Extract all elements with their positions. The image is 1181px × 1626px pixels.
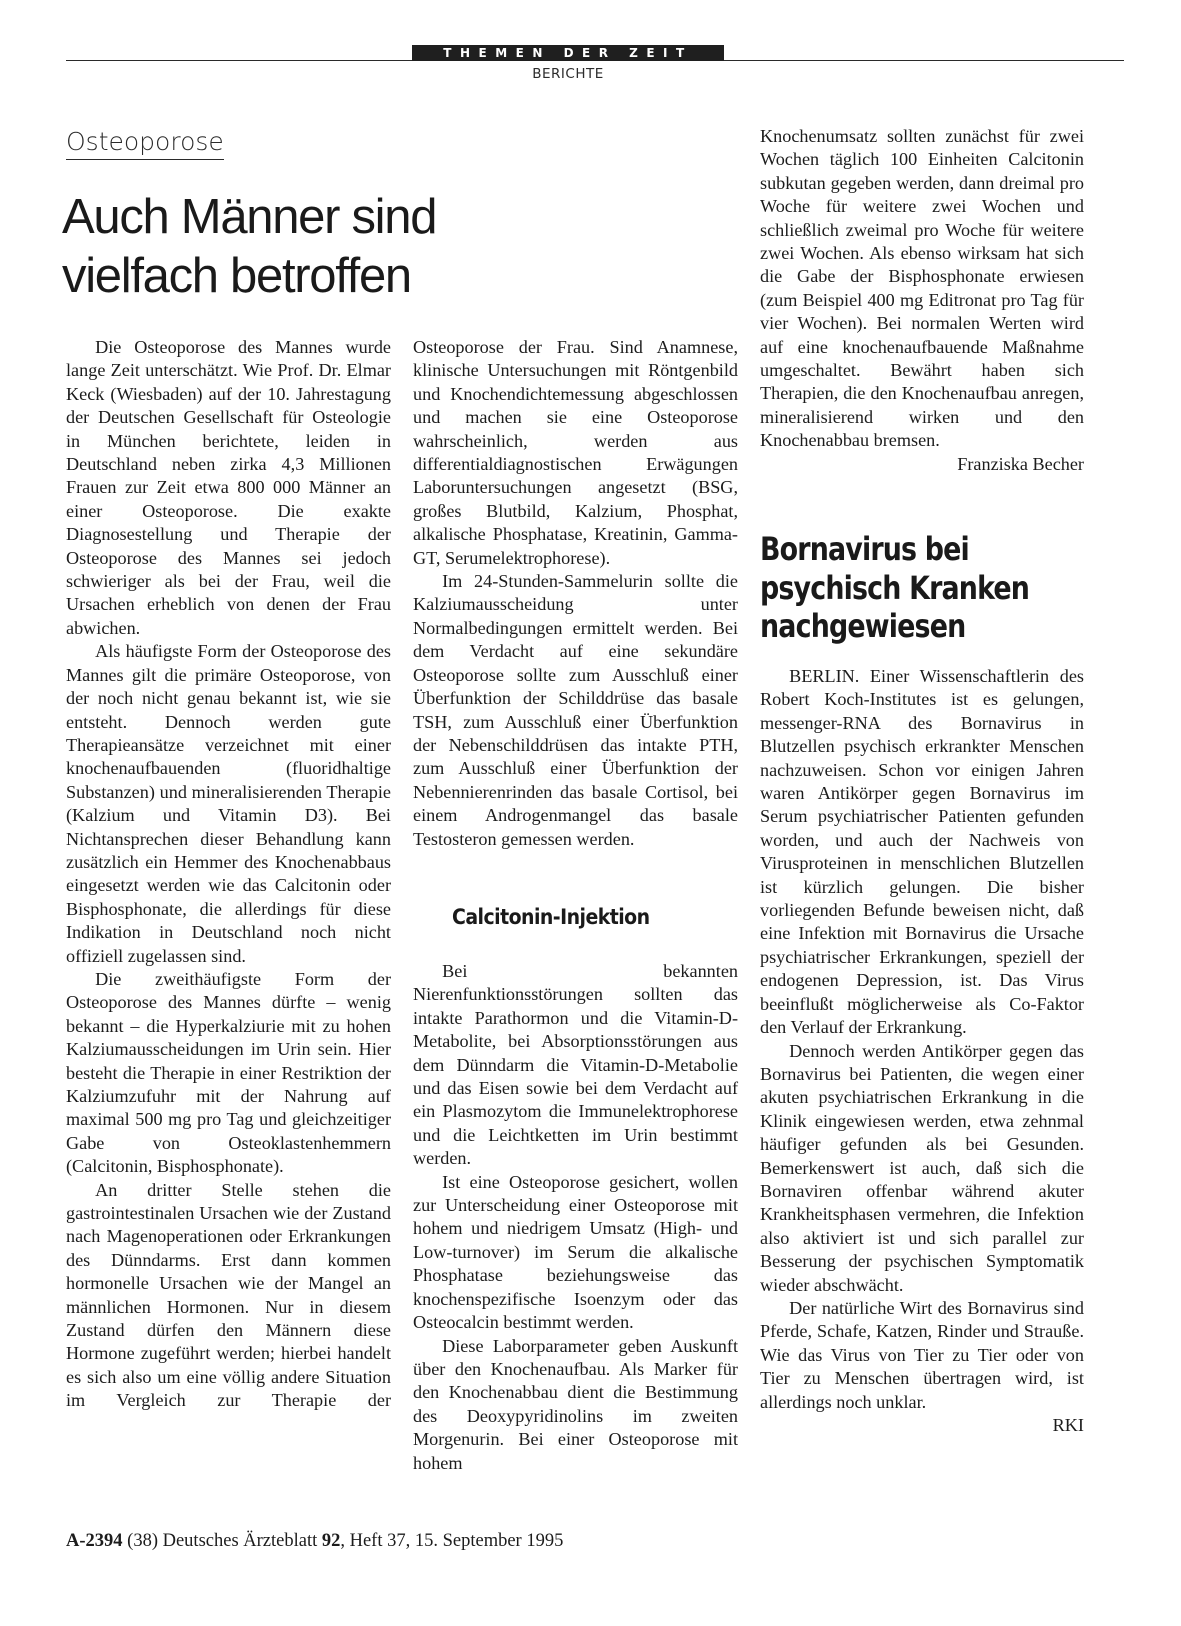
paragraph: Die Osteoporose des Mannes wurde lange Zeit unterschätzt. Wie Prof. Dr. Elmar Keck (Wiesbaden) auf der 10. Jahrestagung der Deutschen Gesellschaft für Osteologie in München berichtete, leiden in Deutschland neben zirka 4,3 Millionen Frauen zur Zeit etwa 800 000 Männer an einer Osteoporose. Die exakte Diagnosestellung und Therapie der Osteoporose des Mannes sei jedoch schwieriger als bei der Frau, weil die Ursachen erheblich von denen der Frau abwichen. xyxy=(66,337,391,638)
paragraph: Die zweithäufigste Form der Osteoporose des Mannes dürfte – wenig bekannt – die Hyperkalziurie mit zu hohen Kalziumausscheidungen im Urin sein. Hier besteht die Therapie in einer Restriktion der Kalziumzufuhr mit der Nahrung auf maximal 500 mg pro Tag und gleichzeitiger Gabe von Osteoklastenhemmern (Calcitonin, Bisphosphonate). xyxy=(66,968,391,1177)
author-name: RKI xyxy=(1052,1415,1084,1435)
article-column-3 xyxy=(760,125,1084,476)
paragraph: Als häufigste Form der Osteoporose des Mannes gilt die primäre Osteoporose, von der noch nicht genau bekannt ist, wie sie entsteht. Dennoch werden gute Therapieansätze verzeichnet mit einer knochenaufbauenden (fluoridhaltige Substanzen) und mineralisierenden Therapie (Kalzium und Vitamin D3). Bei Nichtansprechen dieser Behandlung kann zusätzlich ein Hemmer des Knochenabbaus eingesetzt werden wie das Calcitonin oder Bisphosphonate, die allerdings für diese Indikation in Deutschland noch nicht offiziell zugelassen sind. xyxy=(66,641,391,966)
article-column-1 xyxy=(66,336,391,1413)
author-line xyxy=(760,1414,1084,1437)
journal-name: Deutsches Ärzteblatt xyxy=(162,1531,318,1551)
article-column-2 xyxy=(413,336,738,851)
paragraph: Diese Laborparameter geben Auskunft über den Knochenaufbau. Als Marker für den Knochenabbau dient die Bestimmung des Deoxypyridinolins im zweiten Morgenurin. Bei einer Osteoporose mit hohem xyxy=(413,1335,738,1473)
paragraph: An dritter Stelle stehen die gastrointestinalen Ursachen wie der Zustand nach Magenoperationen oder Erkrankungen des Dünndarms. Erst dann kommen hormonelle Ursachen wie der Mangel an männlichen Hormonen. Nur in diesem Zustand dürfen den Männern diese Hormone zugeführt werden; hierbei handelt es sich also um eine völlig andere Situation im Vergleich zur Therapie der xyxy=(66,1179,391,1411)
article-headline: Auch Männer sind vielfach betroffen xyxy=(62,190,437,303)
journal-issue: Heft 37, 15. September 1995 xyxy=(349,1531,564,1551)
article-kicker: Osteoporose xyxy=(66,128,224,160)
page-footer: A-2394 (38) Deutsches Ärzteblatt 92, Heft 37, 15. September 1995 xyxy=(66,1531,564,1551)
paragraph: Knochenumsatz sollten zunächst für zwei Wochen täglich 100 Einheiten Calcitonin subkutan gegeben werden, dann dreimal pro Woche für weitere zwei Wochen und schließlich zweimal pro Woche für weitere zwei Wochen. Als ebenso wirksam hat sich die Gabe der Bisphosphonate erwiesen (zum Beispiel 400 mg Editronat pro Tag für vier Wochen). Bei normalen Werten wird auf eine knochenaufbauende Maßnahme umgeschaltet. Bewährt haben sich Therapien, die den Knochenaufbau anregen, mineralisierend wirken und den Knochenabbau bremsen. xyxy=(760,126,1084,451)
news-column xyxy=(760,665,1084,1437)
page-local-number: (38) xyxy=(127,1531,158,1551)
journal-volume: 92 xyxy=(321,1531,341,1551)
paragraph: Dennoch werden Antikörper gegen das Bornavirus bei Patienten, die wegen einer akuten psychiatrischen Erkrankung in die Klinik eingewiesen werden, etwa zehnmal häufiger gefunden als bei Gesunden. Bemerkenswert ist auch, daß sich die Bornaviren offenbar während akuter Krankheitsphasen vermehren, die Infektion also aktiviert ist und sich parallel zur Besserung der psychischen Symptomatik wieder abschwächt. xyxy=(760,1040,1084,1295)
paragraph: Bei bekannten Nierenfunktionsstörungen sollten das intakte Parathormon und die Vitamin-D-Metabolite, bei Absorptionsstörungen aus dem Dünndarm die Vitamin-D-Metabolie und das Eisen sowie bei dem Verdacht auf ein Plasmozytom die Immunelektrophorese und die Leichtketten im Urin bestimmt werden. xyxy=(413,961,738,1169)
section-subtitle: BERICHTE xyxy=(532,66,604,82)
paragraph: BERLIN. Einer Wissenschaftlerin des Robert Koch-Institutes ist es gelungen, messenger-RNA des Bornavirus in Blutzellen psychisch erkrankter Menschen nachzuweisen. Schon vor einigen Jahren waren Antikörper gegen Bornavirus im Serum psychiatrischer Patienten gefunden worden, und auch der Nachweis von Virusproteinen in menschlichen Blutzellen ist kürzlich gelungen. Die bisher vorliegenden Befunde beweisen nicht, daß eine Infektion mit Bornavirus die Ursache psychiatrischer Erkrankungen, speziell der endogenen Depression, ist. Das Virus beeinflußt möglicherweise als Co-Faktor den Verlauf der Erkrankung. xyxy=(760,666,1084,1038)
author-name: Franziska Becher xyxy=(957,453,1084,474)
paragraph: Ist eine Osteoporose gesichert, wollen zur Unterscheidung einer Osteoporose mit hohem und niedrigem Umsatz (High- und Low-turnover) im Serum die alkalische Phosphatase beziehungsweise das knochenspezifische Isoenzym oder das Osteocalcin bestimmt werden. xyxy=(413,1171,738,1333)
article-subheading: Calcitonin-Injektion xyxy=(452,905,650,929)
paragraph: Im 24-Stunden-Sammelurin sollte die Kalziumausscheidung unter Normalbedingungen ermittelt werden. Bei dem Verdacht auf eine sekundäre Osteoporose sollte zum Ausschluß einer Überfunktion der Schilddrüse das basale TSH, zum Ausschluß einer Überfunktion der Nebenschilddrüsen das intakte PTH, zum Ausschluß einer Überfunktion der Nebennierenrinden das basale Cortisol, bei einem Androgenmangel das basale Testosteron gemessen werden. xyxy=(413,571,738,849)
article-column-2-continued xyxy=(413,960,738,1475)
section-banner: THEMEN DER ZEIT xyxy=(412,45,724,61)
paragraph: Osteoporose der Frau. Sind Anamnese, klinische Untersuchungen mit Röntgenbild und Knochendichtemessung abgeschlossen und machen sie eine Osteoporose wahrscheinlich, werden aus differentialdiagnostischen Erwägungen Laboruntersuchungen angesetzt (BSG, großes Blutbild, Kalzium, Phosphat, alkalische Phosphatase, Kreatinin, Gamma-GT, Serumelektrophorese). xyxy=(413,337,738,568)
paragraph: Der natürliche Wirt des Bornavirus sind Pferde, Schafe, Katzen, Rinder und Strauße. Wie das Virus von Tier zu Tier oder von Tier zu Menschen übertragen wird, ist allerdings noch unklar. xyxy=(760,1297,1084,1412)
author-line xyxy=(760,453,1084,476)
page-number: A-2394 xyxy=(66,1531,123,1551)
news-headline: Bornavirus bei psychisch Kranken nachgewiesen xyxy=(760,530,1030,645)
